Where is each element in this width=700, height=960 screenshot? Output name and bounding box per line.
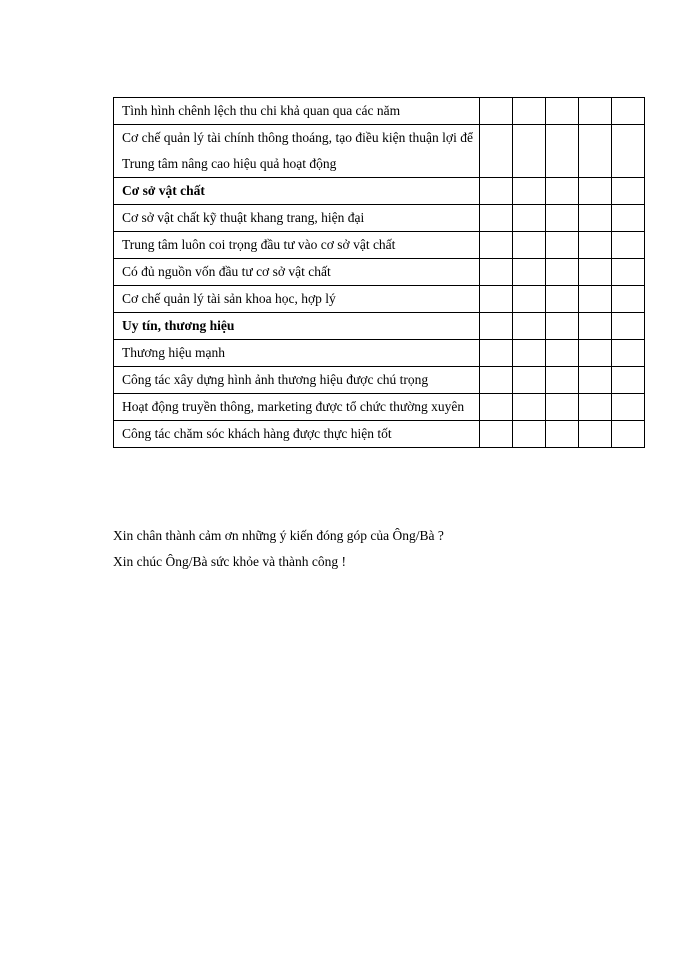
criterion-label: Cơ sở vật chất kỹ thuật khang trang, hiện đại bbox=[114, 205, 480, 232]
criterion-label: Tình hình chênh lệch thu chi khả quan qua các năm bbox=[114, 98, 480, 125]
rating-cell[interactable] bbox=[546, 394, 579, 421]
rating-cell[interactable] bbox=[579, 259, 612, 286]
rating-cell[interactable] bbox=[612, 286, 645, 313]
section-heading: Uy tín, thương hiệu bbox=[114, 313, 480, 340]
table-row bbox=[114, 313, 645, 340]
rating-cell[interactable] bbox=[612, 232, 645, 259]
rating-cell[interactable] bbox=[612, 367, 645, 394]
table-row bbox=[114, 394, 645, 421]
rating-cell[interactable] bbox=[579, 394, 612, 421]
rating-cell[interactable] bbox=[513, 259, 546, 286]
criterion-label: Thương hiệu mạnh bbox=[114, 340, 480, 367]
table-row bbox=[114, 98, 645, 125]
rating-cell[interactable] bbox=[546, 286, 579, 313]
rating-cell[interactable] bbox=[579, 286, 612, 313]
table-row bbox=[114, 259, 645, 286]
rating-cell[interactable] bbox=[546, 421, 579, 448]
rating-cell[interactable] bbox=[480, 98, 513, 125]
rating-cell[interactable] bbox=[480, 205, 513, 232]
thank-you-text: Xin chân thành cảm ơn những ý kiến đóng góp của Ông/Bà ? bbox=[113, 528, 444, 543]
criterion-label: Công tác chăm sóc khách hàng được thực hiện tốt bbox=[114, 421, 480, 448]
rating-cell[interactable] bbox=[579, 125, 612, 178]
rating-cell[interactable] bbox=[612, 340, 645, 367]
rating-cell[interactable] bbox=[480, 232, 513, 259]
rating-cell[interactable] bbox=[513, 340, 546, 367]
rating-cell[interactable] bbox=[546, 125, 579, 178]
rating-cell bbox=[513, 178, 546, 205]
criterion-label: Cơ chế quản lý tài chính thông thoáng, tạo điều kiện thuận lợi để Trung tâm nâng cao hiệu quả hoạt động bbox=[114, 125, 480, 178]
rating-cell[interactable] bbox=[480, 394, 513, 421]
rating-cell[interactable] bbox=[579, 367, 612, 394]
survey-table bbox=[113, 97, 645, 448]
rating-cell[interactable] bbox=[480, 125, 513, 178]
table-row bbox=[114, 367, 645, 394]
rating-cell[interactable] bbox=[612, 394, 645, 421]
rating-cell[interactable] bbox=[612, 421, 645, 448]
table-row bbox=[114, 232, 645, 259]
rating-cell[interactable] bbox=[513, 232, 546, 259]
rating-cell bbox=[612, 178, 645, 205]
closing-wishes-text: Xin chúc Ông/Bà sức khỏe và thành công ! bbox=[113, 554, 347, 569]
table-row bbox=[114, 421, 645, 448]
rating-cell[interactable] bbox=[612, 259, 645, 286]
rating-cell[interactable] bbox=[480, 259, 513, 286]
rating-cell bbox=[480, 313, 513, 340]
rating-cell[interactable] bbox=[513, 367, 546, 394]
rating-cell bbox=[612, 313, 645, 340]
table-row bbox=[114, 286, 645, 313]
table-row bbox=[114, 178, 645, 205]
rating-cell[interactable] bbox=[579, 205, 612, 232]
rating-cell[interactable] bbox=[513, 421, 546, 448]
rating-cell[interactable] bbox=[546, 232, 579, 259]
rating-cell[interactable] bbox=[513, 98, 546, 125]
rating-cell[interactable] bbox=[612, 125, 645, 178]
rating-cell bbox=[546, 178, 579, 205]
criterion-label: Trung tâm luôn coi trọng đầu tư vào cơ sở vật chất bbox=[114, 232, 480, 259]
rating-cell[interactable] bbox=[612, 205, 645, 232]
rating-cell[interactable] bbox=[546, 340, 579, 367]
criterion-label: Có đủ nguồn vốn đầu tư cơ sở vật chất bbox=[114, 259, 480, 286]
section-heading: Cơ sở vật chất bbox=[114, 178, 480, 205]
table-row bbox=[114, 340, 645, 367]
rating-cell[interactable] bbox=[546, 367, 579, 394]
rating-cell[interactable] bbox=[546, 98, 579, 125]
rating-cell[interactable] bbox=[546, 205, 579, 232]
rating-cell[interactable] bbox=[612, 98, 645, 125]
rating-cell[interactable] bbox=[546, 259, 579, 286]
rating-cell[interactable] bbox=[513, 205, 546, 232]
rating-cell bbox=[579, 178, 612, 205]
rating-cell[interactable] bbox=[480, 286, 513, 313]
rating-cell bbox=[579, 313, 612, 340]
criterion-label: Cơ chế quản lý tài sản khoa học, hợp lý bbox=[114, 286, 480, 313]
rating-cell bbox=[513, 313, 546, 340]
rating-cell[interactable] bbox=[579, 98, 612, 125]
table-row bbox=[114, 205, 645, 232]
rating-cell[interactable] bbox=[480, 367, 513, 394]
criterion-label: Hoạt động truyền thông, marketing được tổ chức thường xuyên bbox=[114, 394, 480, 421]
criterion-label: Công tác xây dựng hình ảnh thương hiệu được chú trọng bbox=[114, 367, 480, 394]
rating-cell[interactable] bbox=[513, 394, 546, 421]
rating-cell[interactable] bbox=[579, 232, 612, 259]
rating-cell[interactable] bbox=[480, 340, 513, 367]
table-row bbox=[114, 125, 645, 178]
rating-cell[interactable] bbox=[579, 340, 612, 367]
rating-cell[interactable] bbox=[480, 421, 513, 448]
rating-cell[interactable] bbox=[513, 286, 546, 313]
rating-cell bbox=[480, 178, 513, 205]
rating-cell bbox=[546, 313, 579, 340]
rating-cell[interactable] bbox=[513, 125, 546, 178]
rating-cell[interactable] bbox=[579, 421, 612, 448]
